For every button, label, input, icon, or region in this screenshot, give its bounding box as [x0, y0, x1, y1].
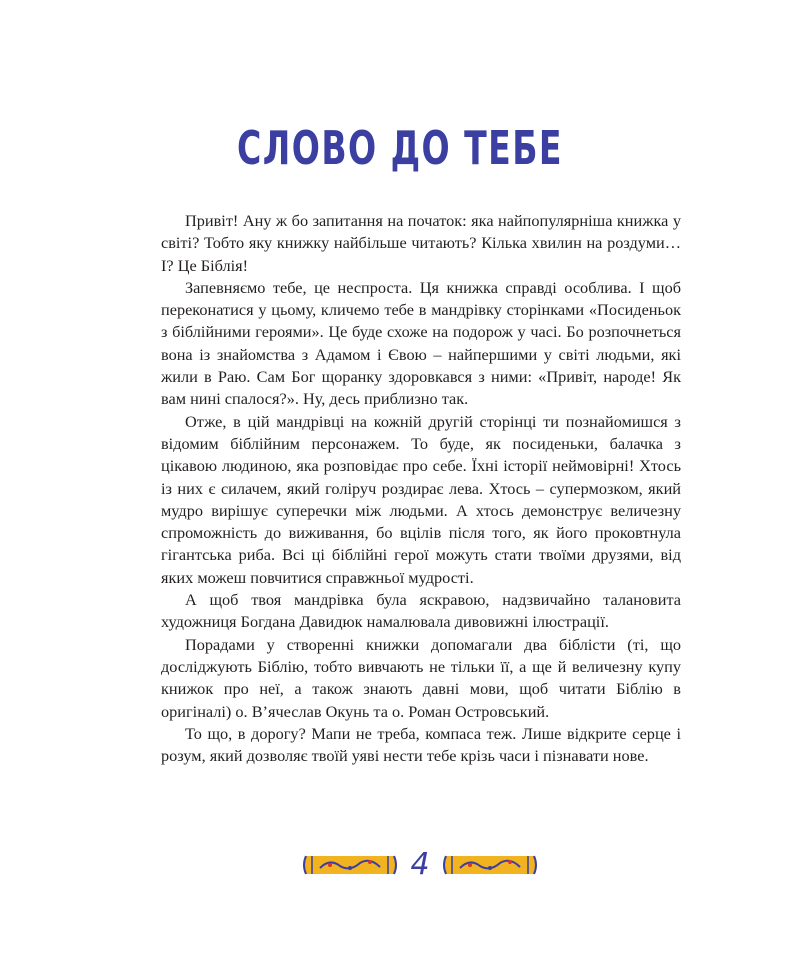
- page-number: 4: [410, 847, 430, 882]
- paragraph: То що, в дорогу? Мапи не треба, компаса теж. Лише відкрите серце і розум, який дозволяє твоїй уяві нести тебе крізь часи і пізнавати нове.: [161, 723, 681, 766]
- decorative-scroll-icon: [300, 852, 400, 878]
- body-text: [161, 210, 681, 767]
- paragraph: Привіт! Ану ж бо запитання на початок: яка найпопулярніша книжка у світі? Тобто яку книжку найбільше читають? Кілька хвилин на роздуми… І? Це Біблія!: [161, 211, 681, 275]
- page-footer: [0, 846, 800, 886]
- page-title: СЛОВО ДО ТЕБЕ: [237, 121, 563, 175]
- paragraph: А щоб твоя мандрівка була яскравою, надзвичайно талановита художниця Богдана Давидюк намалювала дивовижні ілюстрації.: [161, 590, 681, 632]
- decorative-scroll-icon: [440, 852, 540, 878]
- paragraph: Запевняємо тебе, це неспроста. Ця книжка справді особлива. І щоб переконатися у цьому, кличемо тебе в мандрівку сторінками «Посиденьок з біблійними героями». Це буде схоже на подорож у часі. Бо розпочнеться вона із знайомства з Адамом і Євою – найпершими у світі людьми, які жили в Раю. Сам Бог щоранку здоровкався з ними: «Привіт, народе! Як вам нині спалося?». Ну, десь приблизно так.: [161, 277, 681, 409]
- paragraph: Отже, в цій мандрівці на кожній другій сторінці ти познайомишся з відомим біблійним персонажем. То буде, як посиденьки, балачка з цікавою людиною, яка розповідає про себе. Їхні історії неймовірні! Хтось із них є силачем, який голіруч роздирає лева. Хтось – супермозком, який мудро вирішує суперечки між людьми. А хтось демонструє величезну спроможність до виживання, бо вцілів після того, як його проковтнула гігантська риба. Всі ці біблійні герої можуть стати твоїми друзями, від яких можеш повчитися справжньої мудрості.: [161, 411, 681, 587]
- paragraph: Порадами у створенні книжки допомагали два біблісти (ті, що досліджують Біблію, тобто вивчають не тільки її, а ще й величезну купу книжок про неї, а також знають давні мови, щоб читати Біблію в оригіналі) о. В’ячеслав Окунь та о. Роман Островський.: [161, 634, 681, 721]
